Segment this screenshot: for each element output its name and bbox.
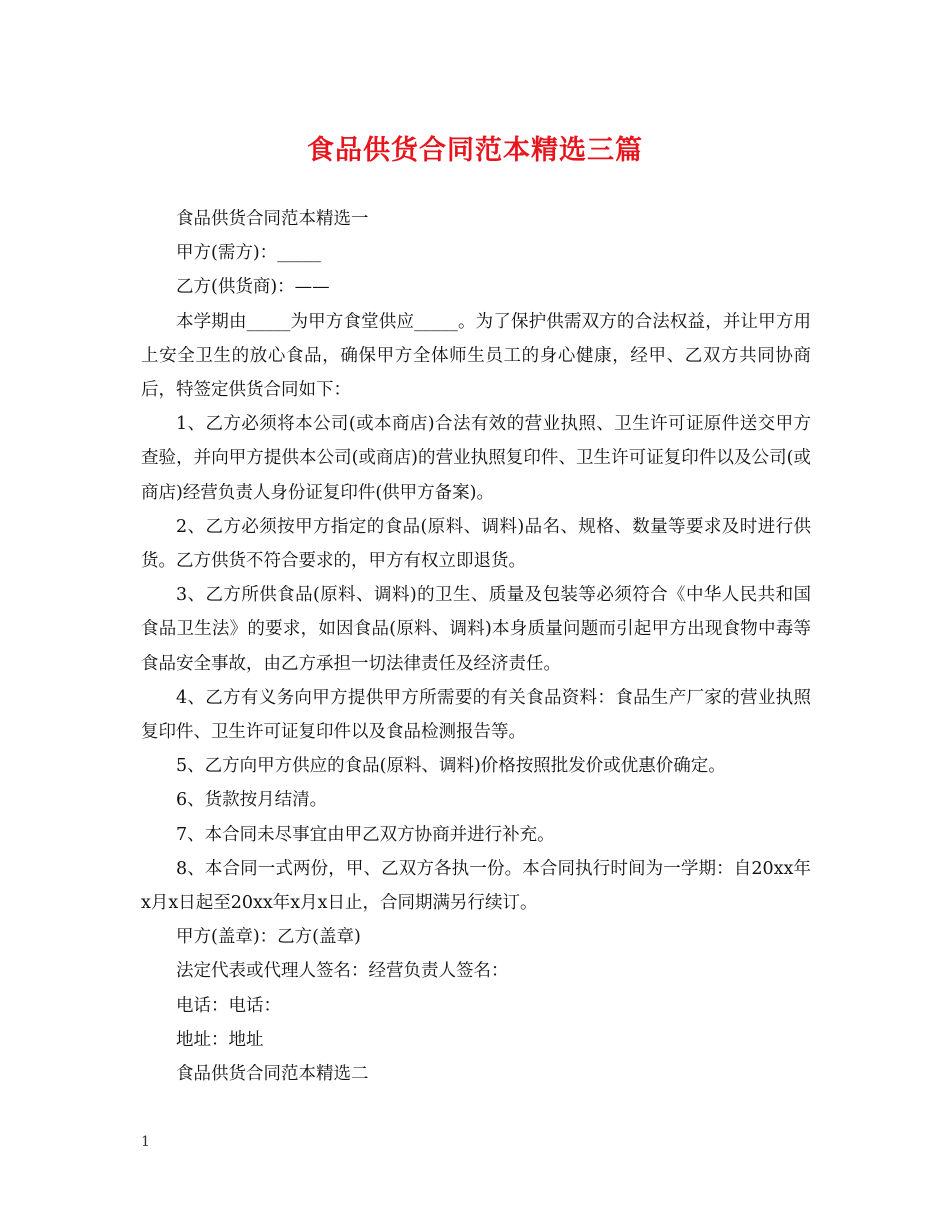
clause-3: 3、乙方所供食品(原料、调料)的卫生、质量及包装等必须符合《中华人民共和国食品卫生法》的要求，如因食品(原料、调料)本身质量问题而引起甲方出现食物中毒等食品安全事故，由乙方承担一切法律责任及经济责任。 — [141, 585, 811, 674]
party-a-line: 甲方(需方)：_____ — [176, 243, 321, 264]
clause-4: 4、乙方有义务向甲方提供甲方所需要的有关食品资料：食品生产厂家的营业执照复印件、卫生许可证复印件以及食品检测报告等。 — [141, 687, 811, 743]
preamble-paragraph: 本学期由_____为甲方食堂供应_____。为了保护供需双方的合法权益，并让甲方用上安全卫生的放心食品，确保甲方全体师生员工的身心健康，经甲、乙双方共同协商后，特签定供货合同如下： — [141, 311, 811, 401]
document-body — [141, 202, 811, 1091]
clause-5: 5、乙方向甲方供应的食品(原料、调料)价格按照批发价或优惠价确定。 — [176, 756, 726, 777]
clause-7: 7、本合同未尽事宜由甲乙双方协商并进行补充。 — [176, 824, 555, 845]
clause-1: 1、乙方必须将本公司(或本商店)合法有效的营业执照、卫生许可证原件送交甲方查验，并向甲方提供本公司(或商店)的营业执照复印件、卫生许可证复印件以及公司(或商店)经营负责人身份证复印件(供甲方备案)。 — [141, 414, 811, 503]
clause-8: 8、本合同一式两份，甲、乙双方各执一份。本合同执行时间为一学期：自20xx年x月x日起至20xx年x月x日止，合同期满另行续订。 — [141, 858, 811, 914]
clause-2: 2、乙方必须按甲方指定的食品(原料、调料)品名、规格、数量等要求及时进行供货。乙方供货不符合要求的，甲方有权立即退货。 — [141, 516, 811, 572]
phone-line: 电话：电话： — [176, 995, 281, 1016]
seal-line: 甲方(盖章)：乙方(盖章) — [176, 927, 361, 948]
signature-line: 法定代表或代理人签名：经营负责人签名： — [176, 961, 509, 982]
party-b-line: 乙方(供货商)：—— — [176, 277, 330, 298]
page-number: 1 — [141, 1134, 150, 1150]
section-heading-2: 食品供货合同范本精选二 — [176, 1064, 369, 1085]
document-title: 食品供货合同范本精选三篇 — [307, 135, 643, 166]
clause-6: 6、货款按月结清。 — [176, 790, 328, 811]
section-heading-1: 食品供货合同范本精选一 — [176, 209, 369, 229]
address-line: 地址：地址 — [176, 1029, 264, 1050]
